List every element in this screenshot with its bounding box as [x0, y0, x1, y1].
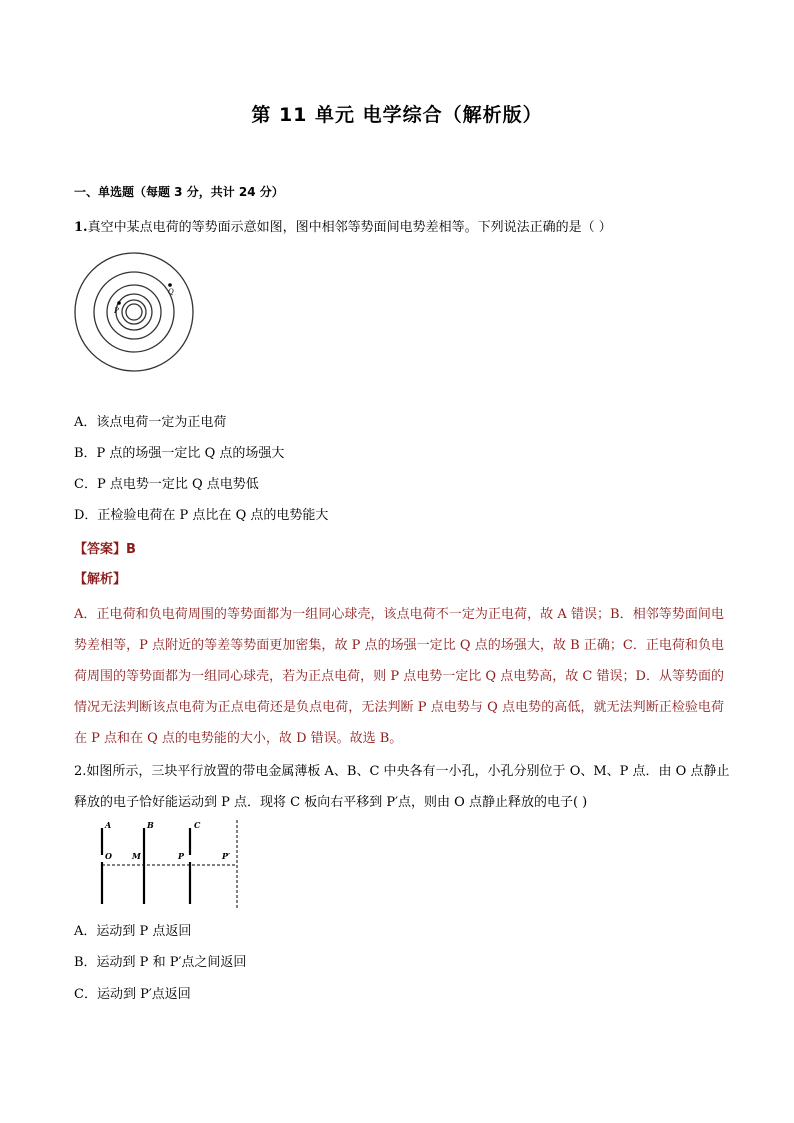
analysis-text: A．正电荷和负电荷周围的等势面都为一组同心球壳，该点电荷不一定为正电荷，故 A 错误；B．相邻等势面间电势差相等，P 点附近的等差等势面更加密集，故 P 点的场强一定比 Q 点的场强大，故 B 正确；C．正电荷和负电荷周围的等势面都为一组同心球壳，若为正点电荷，则 P 点电势一定比 Q 点电势高，故 C 错误；D．从等势面的情况无法判断该点电荷为正点电荷还是负点电荷，无法判断 P 点电势与 Q 点电势的高低，就无法判断正检验电荷在 P 点和在 Q 点的电势能的大小，故 D 错误。故选 B。 [74, 607, 724, 746]
question-2-option-b: B．运动到 P 和 P′点之间返回 [74, 955, 247, 970]
question-1-option-a: A．该点电荷一定为正电荷 [74, 415, 227, 430]
question-2-option-a: A．运动到 P 点返回 [74, 924, 192, 939]
plate-c-label: C [194, 820, 201, 830]
question-1-text: 真空中某点电荷的等势面示意如图，图中相邻等势面间电势差相等。下列说法正确的是（ ） [87, 220, 612, 235]
plate-b-label: B [147, 820, 154, 830]
analysis-heading: 【解析】 [74, 572, 127, 587]
question-1-number: 1. [74, 220, 88, 235]
point-q-label: Q [168, 288, 174, 296]
point-o-label: O [105, 851, 112, 861]
question-2-stem: 2.如图所示，三块平行放置的带电金属薄板 A、B、C 中央各有一小孔，小孔分别位于 O、M、P 点．由 O 点静止释放的电子恰好能运动到 P 点．现将 C 板向右平移到 P′点，则由 O 点静止释放的电子( ) [74, 764, 730, 810]
point-m-label: M [132, 851, 141, 861]
point-p-dot [117, 301, 121, 305]
equipotential-circle [94, 272, 174, 352]
parallel-plates-figure [96, 818, 246, 913]
plate-a-label: A [105, 820, 112, 830]
section-heading: 一、单选题（每题 3 分，共计 24 分） [74, 185, 284, 199]
answer-label: 【答案】B [74, 542, 136, 557]
point-p-label: P [114, 307, 119, 315]
question-2-option-c: C．运动到 P′点返回 [74, 987, 191, 1002]
point-q-dot [168, 283, 172, 287]
question-1-option-d: D．正检验电荷在 P 点比在 Q 点的电势能大 [74, 508, 329, 523]
equipotential-circle [75, 253, 193, 371]
question-1-option-b: B．P 点的场强一定比 Q 点的场强大 [74, 446, 285, 461]
point-p-prime-label: P′ [222, 851, 231, 861]
equipotential-circle [126, 304, 142, 320]
question-1-stem [74, 219, 734, 237]
question-1-option-c: C．P 点电势一定比 Q 点电势低 [74, 477, 259, 492]
equipotential-figure [74, 252, 198, 376]
point-p-label: P [178, 851, 185, 861]
page-title: 第 11 单元 电学综合（解析版） [251, 104, 543, 126]
